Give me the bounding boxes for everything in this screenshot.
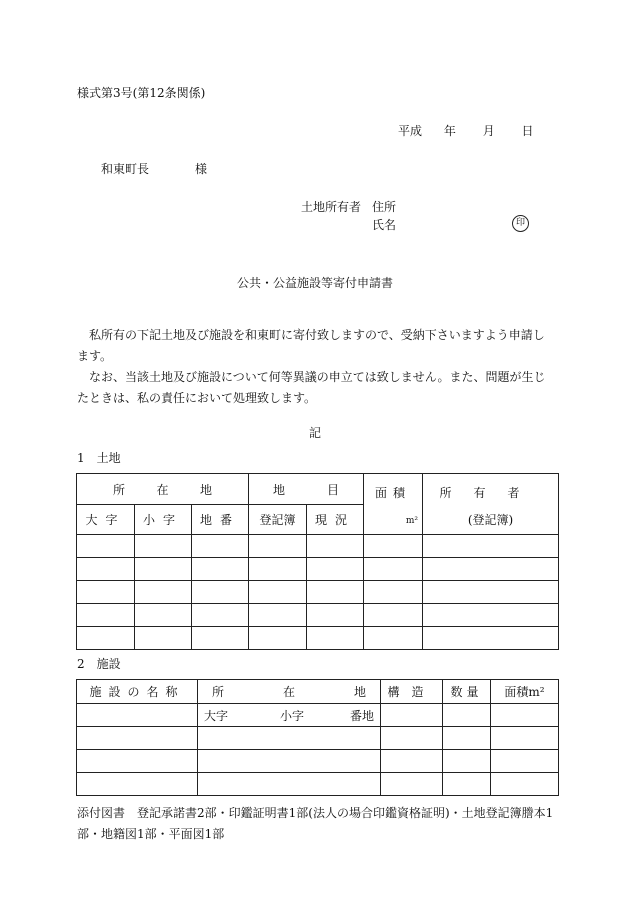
facility-cell[interactable] (443, 773, 491, 796)
land-cell[interactable] (364, 604, 423, 627)
land-cell[interactable] (307, 604, 364, 627)
facility-heading: 2 施設 (77, 657, 121, 671)
land-cell[interactable] (307, 535, 364, 558)
date-era: 平成 (398, 124, 423, 138)
land-cell[interactable] (249, 558, 307, 581)
facility-cell[interactable] (443, 727, 491, 750)
facility-cell[interactable] (381, 773, 443, 796)
facility-cell[interactable] (491, 704, 559, 727)
land-cell[interactable] (77, 535, 135, 558)
land-cell[interactable] (307, 627, 364, 650)
facility-chiban-label: 番地 (350, 709, 375, 723)
facility-cell[interactable] (381, 704, 443, 727)
facility-name-header: 施設の名称 (77, 680, 198, 704)
attachments-text: 登記承諾書2部・印鑑証明書1部(法人の場合印鑑資格証明)・土地登記簿謄本1部・地籍図1部・平面図1部 (77, 806, 554, 841)
land-cell[interactable] (135, 558, 192, 581)
land-cell[interactable] (423, 581, 559, 604)
facility-cell[interactable] (381, 750, 443, 773)
land-cell[interactable] (77, 627, 135, 650)
land-cell[interactable] (135, 627, 192, 650)
land-table (76, 473, 559, 650)
facility-cell[interactable] (443, 750, 491, 773)
attachments-label: 添付図書 (77, 806, 126, 820)
land-cell[interactable] (249, 627, 307, 650)
land-cell[interactable] (423, 604, 559, 627)
ki-heading: 記 (308, 426, 321, 440)
owner-name-label: 氏名 (372, 218, 397, 232)
land-chimoku-header: 地 目 (249, 474, 364, 505)
body-paragraph-2: なお、当該土地及び施設について何等異議の申立ては致しません。また、問題が生じたときは、私の責任において処理致します。 (77, 370, 546, 405)
land-cell[interactable] (77, 581, 135, 604)
facility-cell[interactable] (491, 727, 559, 750)
facility-table (76, 679, 559, 796)
land-cell[interactable] (249, 581, 307, 604)
facility-cell[interactable] (443, 704, 491, 727)
date-month: 月 (482, 124, 495, 138)
attachments (77, 803, 559, 845)
date-day: 日 (521, 124, 534, 138)
land-table-row (77, 535, 559, 558)
facility-koaza-label: 小字 (280, 709, 305, 723)
land-heading: 1 土地 (77, 451, 121, 465)
facility-cell[interactable] (381, 727, 443, 750)
seal-mark (512, 215, 529, 232)
facility-structure-header: 構造 (381, 680, 443, 704)
land-owner-header: 所有者 (登記簿) (423, 474, 559, 535)
land-table-row (77, 604, 559, 627)
facility-quantity-header: 数量 (443, 680, 491, 704)
land-cell[interactable] (423, 535, 559, 558)
date-line (398, 122, 534, 139)
land-oaza-header: 大字 (77, 505, 135, 535)
facility-cell[interactable] (77, 773, 198, 796)
facility-location-header: 所 在 地 (198, 680, 381, 704)
body-paragraph-1: 私所有の下記土地及び施設を和東町に寄付致しますので、受納下さいますよう申請します。 (77, 328, 545, 363)
facility-cell[interactable] (491, 750, 559, 773)
land-cell[interactable] (135, 535, 192, 558)
facility-cell[interactable] (491, 773, 559, 796)
land-area-header: 面積 m² (364, 474, 423, 535)
date-year: 年 (443, 124, 456, 138)
facility-table-row (77, 727, 559, 750)
facility-cell[interactable] (198, 727, 381, 750)
land-koaza-header: 小字 (135, 505, 192, 535)
facility-cell[interactable] (77, 727, 198, 750)
facility-table-row (77, 750, 559, 773)
form-number: 様式第3号(第12条関係) (77, 86, 206, 100)
land-cell[interactable] (192, 604, 249, 627)
land-cell[interactable] (307, 558, 364, 581)
land-area-unit: m² (405, 516, 419, 526)
land-cell[interactable] (364, 627, 423, 650)
land-cell[interactable] (249, 535, 307, 558)
owner-label: 土地所有者 (301, 200, 362, 214)
land-location-header: 所 在 地 (77, 474, 249, 505)
land-cell[interactable] (307, 581, 364, 604)
facility-cell[interactable] (77, 704, 198, 727)
addressee-name: 和東町長 (101, 162, 150, 176)
land-current-header: 現況 (307, 505, 364, 535)
land-cell[interactable] (192, 627, 249, 650)
land-table-row (77, 627, 559, 650)
seal-text: 印 (515, 218, 525, 228)
land-cell[interactable] (192, 535, 249, 558)
land-cell[interactable] (423, 627, 559, 650)
facility-table-row (77, 773, 559, 796)
document-title: 公共・公益施設等寄付申請書 (236, 276, 393, 290)
land-cell[interactable] (77, 558, 135, 581)
land-cell[interactable] (249, 604, 307, 627)
facility-location-cell[interactable] (198, 704, 381, 727)
land-chiban-header: 地番 (192, 505, 249, 535)
facility-table-row (77, 704, 559, 727)
facility-cell[interactable] (198, 750, 381, 773)
land-cell[interactable] (192, 558, 249, 581)
land-table-row (77, 581, 559, 604)
land-cell[interactable] (364, 558, 423, 581)
land-cell[interactable] (77, 604, 135, 627)
land-cell[interactable] (135, 604, 192, 627)
land-table-row (77, 558, 559, 581)
land-cell[interactable] (364, 535, 423, 558)
facility-oaza-label: 大字 (204, 709, 229, 723)
facility-area-header: 面積m² (491, 680, 559, 704)
land-cell[interactable] (135, 581, 192, 604)
owner-address-label: 住所 (372, 200, 397, 214)
land-cell[interactable] (423, 558, 559, 581)
land-registry-header: 登記簿 (249, 505, 307, 535)
addressee-honorific: 様 (195, 162, 208, 176)
facility-cell[interactable] (198, 773, 381, 796)
land-cell[interactable] (364, 581, 423, 604)
facility-cell[interactable] (77, 750, 198, 773)
land-cell[interactable] (192, 581, 249, 604)
